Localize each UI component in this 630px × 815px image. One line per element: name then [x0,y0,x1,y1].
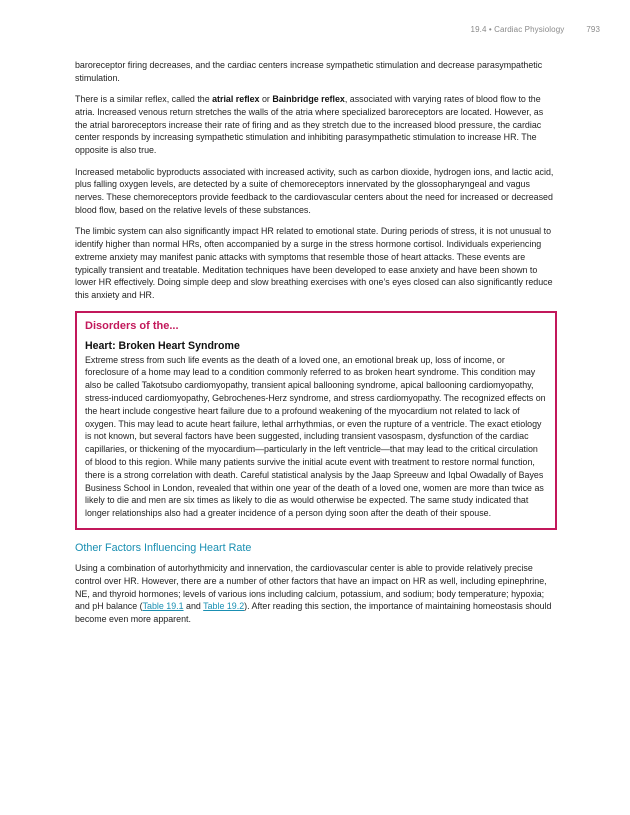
paragraph-chemoreceptors: Increased metabolic byproducts associated with increased activity, such as carbon dioxide, hydrogen ions, and lactic acid, plus falling oxygen levels, are detected by a suite of chemoreceptors innervated by the glossopharyngeal and vagus nerves. These chemoreceptors provide feedback to the cardiovascular centers about the need for increased or decreased blood flow, based on the relative levels of these substances. [75,166,554,215]
paragraph-limbic-system: The limbic system can also significantly impact HR related to emotional state. During periods of stress, it is not unusual to identify higher than normal HRs, often accompanied by a surge in the stress hormone cortisol. Individuals experiencing extreme anxiety may manifest panic attacks with symptoms that resemble those of heart attacks. These events are typically transient and treatable. Meditation techniques have been developed to ease anxiety and have been shown to lower HR effectively. Doing simple deep and slow breathing exercises with one’s eyes closed can also significantly reduce this anxiety and HR. [75,226,553,301]
text: Using a combination of autorhythmicity and innervation, the cardiovascular center is able to provide relatively precise control over HR. However, there are a number of other factors that have an impact on HR as well, including epinephrine, NE, and thyroid hormones; levels of various ions including calcium, potassium, and sodium; body temperature; hypoxia; and pH balance ( [75,562,547,612]
text: There is a similar reflex, called the [75,94,213,105]
page-content [75,59,557,634]
text: , associated with varying rates of blood flow to the atria. Increased venous return stretches the walls of the atria where specialized baroreceptors are located. However, as the atrial baroreceptors increase their rate of firing and as they stretch due to the increased blood pressure, the cardiac center responds by increasing sympathetic stimulation and inhibiting parasympathetic stimulation to increase HR. The opposite is also true. [75,94,544,156]
paragraph-atrial-reflex [75,93,557,157]
feature-box-body: Extreme stress from such life events as the death of a loved one, an emotional break up, loss of income, or foreclosure of a home may lead to a condition commonly referred to as broken heart syndrome. This condition may also be called Takotsubo cardiomyopathy, transient apical ballooning syndrome, apical ballooning cardiomyopathy, stress-induced cardiomyopathy, Gebrochenes-Herz syndrome, and stress cardiomyopathy. The recognized effects on the heart include congestive heart failure due to a profound weakening of the myocardium not related to lack of oxygen. This may lead to acute heart failure, lethal arrhythmias, or even the rupture of a ventricle. The exact etiology is not known, but several factors have been suggested, including transient vasospasm, dysfunction of the cardiac capillaries, or thickening of the myocardium—particularly in the left ventricle—that may lead to the critical circulation of blood to this region. While many patients survive the initial acute event with treatment to restore normal function, there is a strong correlation with death. Careful statistical analysis by the Jaap Spreeuw and Iqbal Owadally of Bayes Business School in London, revealed that within one year of the death of a loved one, women are more than twice as likely to die and men are six times as likely to die as would otherwise be expected. The same study indicated that longer relationships also had a greater incidence of a person dying soon after the death of their spouse. [85,354,546,519]
running-header [471,25,600,34]
section-heading: Other Factors Influencing Heart Rate [75,541,252,554]
paragraph-other-factors [75,562,557,626]
table-19-1-link[interactable]: Table 19.1 [142,601,184,612]
page-number: 793 [586,25,600,34]
paragraph-baroreceptor: baroreceptor firing decreases, and the cardiac centers increase sympathetic stimulation and decrease parasympathetic stimulation. [75,60,543,83]
feature-box-title: Disorders of the... [85,319,179,332]
feature-box-subtitle: Heart: Broken Heart Syndrome [85,339,240,352]
table-19-2-link[interactable]: Table 19.2 [203,601,245,612]
key-term-atrial-reflex: atrial reflex [212,94,260,105]
text: or [259,94,273,105]
disorders-feature-box [75,311,557,530]
text: ). After reading this section, the importance of maintaining homeostasis should become even more apparent. [75,601,552,625]
section-label: 19.4 • Cardiac Physiology [470,25,565,34]
key-term-bainbridge-reflex: Bainbridge reflex [272,94,345,105]
text: and [183,601,204,612]
